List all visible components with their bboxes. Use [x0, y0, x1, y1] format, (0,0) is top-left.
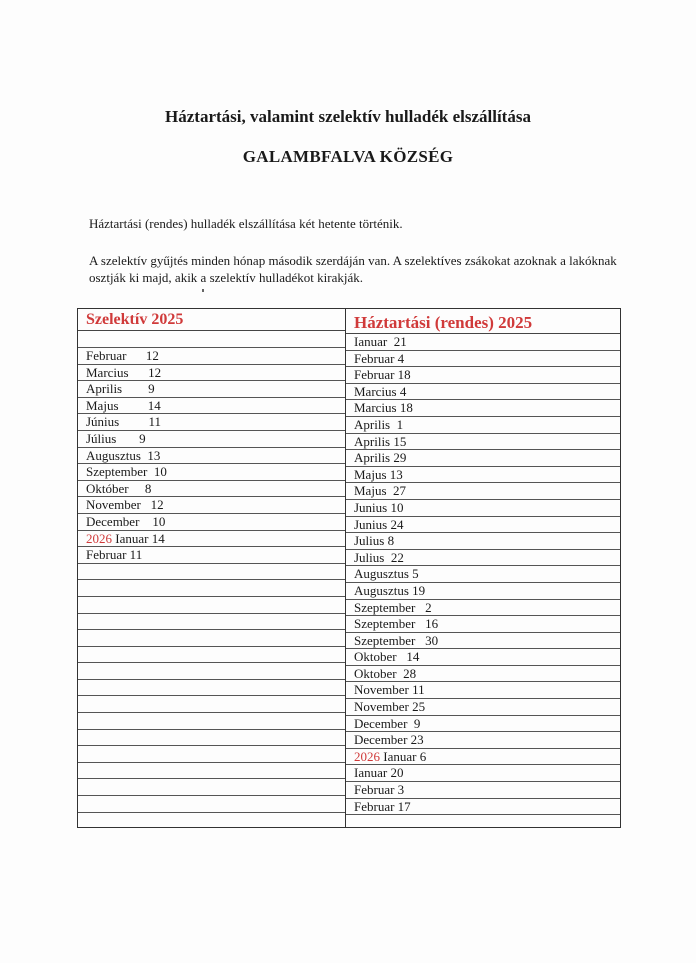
date-text: Aprilis 1 [354, 416, 404, 432]
table-row [78, 779, 345, 796]
table-row [346, 583, 620, 600]
household-rows [346, 334, 620, 815]
table-row [346, 500, 620, 517]
table-row [346, 434, 620, 451]
date-text: Marcius 12 [86, 364, 162, 380]
table-row [346, 533, 620, 550]
table-row [78, 365, 345, 382]
date-text: Szeptember 30 [354, 632, 439, 648]
table-row [346, 483, 620, 500]
table-row [78, 564, 345, 581]
date-text: Aprilis 9 [86, 381, 155, 397]
date-text: Június 11 [86, 414, 161, 430]
date-text: Ianuar 20 [354, 765, 404, 781]
table-row [78, 381, 345, 398]
table-row [346, 450, 620, 467]
table-row [346, 600, 620, 617]
date-text: Aprilis 15 [354, 433, 407, 449]
table-row [78, 414, 345, 431]
date-text: Februar 4 [354, 350, 405, 366]
table-row [78, 696, 345, 713]
date-text: Julius 22 [354, 549, 404, 565]
stray-mark [202, 289, 204, 292]
table-row [78, 614, 345, 631]
table-row [78, 348, 345, 365]
date-text: Februar 18 [354, 367, 411, 383]
selective-column [78, 309, 345, 813]
table-row [78, 531, 345, 548]
table-row [78, 796, 345, 813]
date-text: December 23 [354, 732, 424, 748]
household-header: Háztartási (rendes) 2025 [346, 309, 620, 334]
table-row [346, 649, 620, 666]
date-text: Junius 24 [354, 516, 404, 532]
date-text: Februar 12 [86, 348, 159, 363]
date-text: Ianuar 14 [115, 530, 165, 546]
date-text: Szeptember 2 [354, 599, 432, 615]
selective-collection-text: A szelektív gyűjtés minden hónap második szerdáján van. A szelektíves zsákokat azoknak a lakóknak osztják ki majd, akik a szelektív hulladékot kirakják. [89, 253, 617, 285]
date-text: Februar 11 [86, 547, 143, 563]
table-row [78, 547, 345, 564]
date-text: Junius 10 [354, 499, 404, 515]
schedule-table [77, 308, 621, 828]
table-row [78, 680, 345, 697]
date-text: Majus 13 [354, 466, 403, 482]
table-row [346, 716, 620, 733]
table-row [78, 730, 345, 747]
date-text: Augusztus 5 [354, 566, 419, 582]
date-text: Februar 17 [354, 798, 411, 814]
table-row [346, 517, 620, 534]
date-text: Majus 14 [86, 397, 161, 413]
table-row [346, 799, 620, 816]
table-row [346, 384, 620, 401]
table-row [78, 331, 345, 348]
date-text: Szeptember 10 [86, 464, 167, 480]
table-row [346, 566, 620, 583]
table-row [346, 400, 620, 417]
date-text: Október 8 [86, 480, 152, 496]
table-row [78, 630, 345, 647]
table-row [346, 782, 620, 799]
table-row [78, 580, 345, 597]
date-text: Februar 3 [354, 782, 405, 798]
date-text: Szeptember 16 [354, 616, 439, 632]
selective-header: Szelektív 2025 [78, 309, 345, 331]
table-row [78, 746, 345, 763]
table-row [78, 398, 345, 415]
table-row [346, 550, 620, 567]
document-subtitle: GALAMBFALVA KÖZSÉG [242, 147, 454, 166]
table-row [346, 467, 620, 484]
year-label: 2026 [86, 530, 112, 546]
table-row [78, 663, 345, 680]
date-text: Julius 8 [354, 533, 395, 549]
date-text: Majus 27 [354, 483, 406, 499]
table-row [346, 699, 620, 716]
table-row [78, 647, 345, 664]
table-row [346, 616, 620, 633]
table-row [346, 749, 620, 766]
table-row [346, 765, 620, 782]
date-text: Augusztus 19 [354, 582, 426, 598]
date-text: December 9 [354, 715, 421, 731]
table-row [78, 464, 345, 481]
date-text: Ianuar 6 [383, 748, 427, 764]
table-row [78, 597, 345, 614]
year-label: 2026 [354, 748, 380, 764]
date-text: Ianuar 21 [354, 334, 407, 349]
date-text: November 11 [354, 682, 425, 698]
document-title: Háztartási, valamint szelektív hulladék elszállítása [165, 107, 531, 126]
date-text: Július 9 [86, 430, 146, 446]
date-text: Augusztus 13 [86, 447, 161, 463]
date-text: Marcius 18 [354, 400, 413, 416]
table-row [78, 763, 345, 780]
date-text: Oktober 28 [354, 665, 417, 681]
date-text: December 10 [86, 513, 166, 529]
household-column [346, 309, 620, 815]
table-row [78, 448, 345, 465]
table-row [346, 732, 620, 749]
table-row [78, 481, 345, 498]
table-row [346, 666, 620, 683]
table-row [78, 497, 345, 514]
date-text: November 12 [86, 497, 164, 513]
collection-frequency-text: Háztartási (rendes) hulladék elszállítása két hetente történik. [89, 216, 403, 231]
table-row [78, 713, 345, 730]
date-text: Oktober 14 [354, 649, 420, 665]
selective-rows [78, 331, 345, 813]
date-text: November 25 [354, 699, 426, 715]
table-row [346, 633, 620, 650]
table-row [346, 367, 620, 384]
table-row [78, 514, 345, 531]
table-row [346, 351, 620, 368]
table-row [346, 682, 620, 699]
table-row [78, 431, 345, 448]
date-text: Marcius 4 [354, 383, 407, 399]
table-row [346, 334, 620, 351]
table-row [346, 417, 620, 434]
date-text: Aprilis 29 [354, 450, 407, 466]
